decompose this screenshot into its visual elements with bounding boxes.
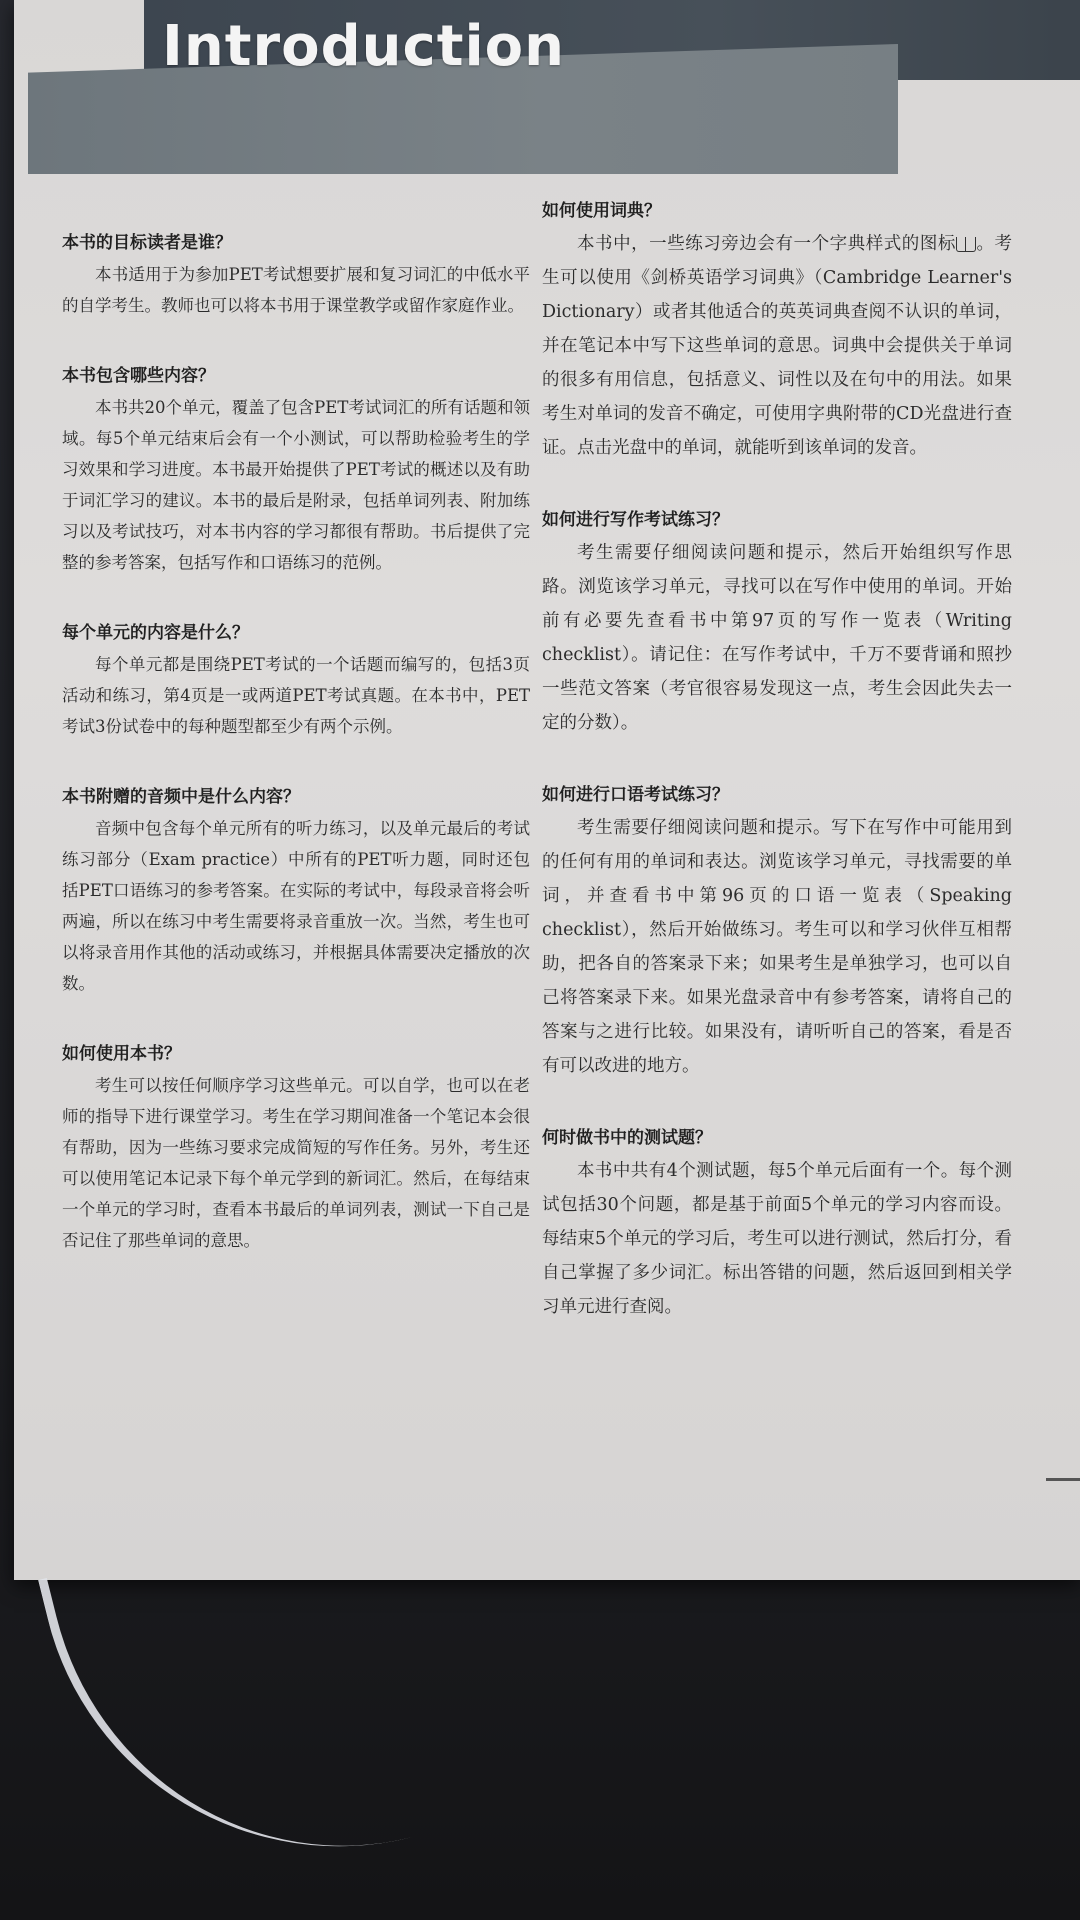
section-body: 考生需要仔细阅读问题和提示。写下在写作中可能用到的任何有用的单词和表达。浏览该学习单元，寻找需要的单词，并查看书中第96页的口语一览表（Speaking checklist），然后开始做练习。考生可以和学习伙伴互相帮助，把各自的答案录下来；如果考生是单独学习，也可以自己将答案录下来。如果光盘录音中有参考答案，请将自己的答案与之进行比较。如果没有，请听听自己的答案，看是否有可以改进的地方。 <box>542 818 1012 1076</box>
section-heading: 如何使用词典？ <box>542 201 661 221</box>
section-body: 音频中包含每个单元所有的听力练习，以及单元最后的考试练习部分（Exam practice）中所有的PET听力题，同时还包括PET口语练习的参考答案。在实际的考试中，每段录音将会听两遍，所以在练习中考生需要将录音重放一次。当然，考生也可以将录音用作其他的活动或练习，并根据具体需要决定播放的次数。 <box>62 819 530 993</box>
section-heading: 如何进行口语考试练习？ <box>542 785 729 805</box>
section-body: 本书共20个单元，覆盖了包含PET考试词汇的所有话题和领域。每5个单元结束后会有一个小测试，可以帮助检验考生的学习效果和学习进度。本书最开始提供了PET考试的概述以及有助于词汇学习的建议。本书的最后是附录，包括单词列表、附加练习以及考试技巧，对本书内容的学习都很有帮助。书后提供了完整的参考答案，包括写作和口语练习的范例。 <box>62 398 530 572</box>
section-unit-contents <box>62 618 530 742</box>
section-heading: 每个单元的内容是什么？ <box>62 623 249 643</box>
body-text-part: 。考生可以使用《剑桥英语学习词典》（Cambridge Learner's Dictionary）或者其他适合的英英词典查阅不认识的单词，并在笔记本中写下这些单词的意思。词典中会提供关于单词的很多有用信息，包括意义、词性以及在句中的用法。如果考生对单词的发音不确定，可使用字典附带的CD光盘进行查证。点击光盘中的单词，就能听到该单词的发音。 <box>542 234 1013 458</box>
section-heading: 何时做书中的测试题？ <box>542 1128 712 1148</box>
section-how-to-use <box>62 1039 530 1256</box>
section-heading: 如何进行写作考试练习？ <box>542 510 729 530</box>
section-body: 考生可以按任何顺序学习这些单元。可以自学，也可以在老师的指导下进行课堂学习。考生在学习期间准备一个笔记本会很有帮助，因为一些练习要求完成简短的写作任务。另外，考生还可以使用笔记本记录下每个单元学到的新词汇。然后，在每结束一个单元的学习时，查看本书最后的单词列表，测试一下自己是否记住了那些单词的意思。 <box>62 1076 530 1250</box>
section-body: 本书适用于为参加PET考试想要扩展和复习词汇的中低水平的自学考生。教师也可以将本书用于课堂教学或留作家庭作业。 <box>62 265 530 315</box>
section-heading: 如何使用本书？ <box>62 1044 181 1064</box>
section-dictionary <box>542 196 1012 465</box>
book-page <box>14 0 1080 1580</box>
section-heading: 本书包含哪些内容？ <box>62 366 215 386</box>
body-text-part: 本书中，一些练习旁边会有一个字典样式的图标 <box>577 234 956 254</box>
section-body: 本书中共有4个测试题，每5个单元后面有一个。每个测试包括30个问题，都是基于前面5个单元的学习内容而设。每结束5个单元的学习后，考生可以进行测试，然后打分，看自己掌握了多少词汇。标出答错的问题，然后返回到相关学习单元进行查阅。 <box>542 1161 1012 1317</box>
dictionary-book-icon <box>956 237 976 252</box>
section-target-readers <box>62 228 530 321</box>
section-book-contents <box>62 361 530 578</box>
section-audio <box>62 782 530 999</box>
section-body: 考生需要仔细阅读问题和提示，然后开始组织写作思路。浏览该学习单元，寻找可以在写作中使用的单词。开始前有必要先查看书中第97页的写作一览表（Writing checklist）。请记住：在写作考试中，千万不要背诵和照抄一些范文答案（考官很容易发现这一点，考生会因此失去一定的分数）。 <box>542 543 1012 733</box>
section-tests <box>542 1123 1012 1324</box>
section-heading: 本书的目标读者是谁？ <box>62 233 232 253</box>
right-column <box>542 196 1012 1364</box>
section-speaking-practice <box>542 780 1012 1083</box>
section-writing-practice <box>542 505 1012 740</box>
left-column <box>62 228 530 1296</box>
section-body: 每个单元都是围绕PET考试的一个话题而编写的，包括3页活动和练习，第4页是一或两道PET考试真题。在本书中，PET考试3份试卷中的每种题型都至少有两个示例。 <box>62 655 530 736</box>
section-heading: 本书附赠的音频中是什么内容？ <box>62 787 300 807</box>
section-body <box>542 227 1012 465</box>
page-title: Introduction <box>162 14 566 79</box>
page-edge-rule <box>1046 1478 1080 1481</box>
